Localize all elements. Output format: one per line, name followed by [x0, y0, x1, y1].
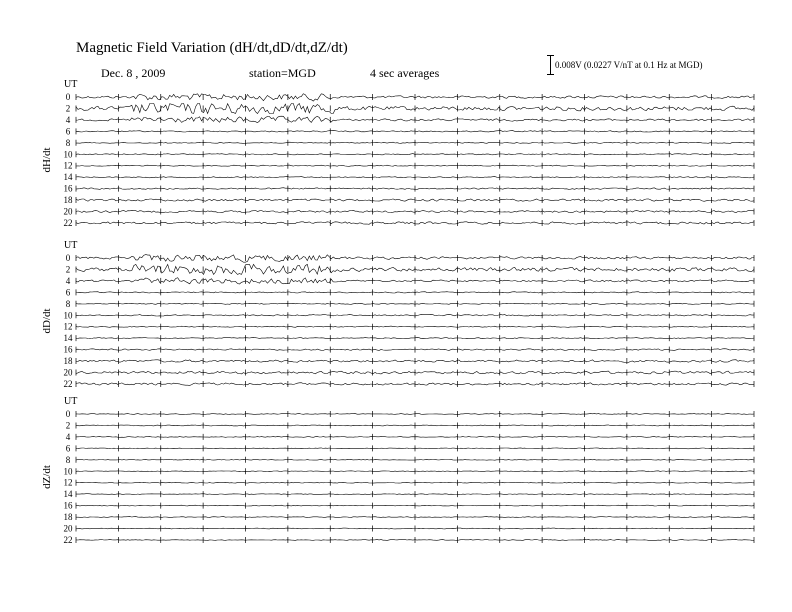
- row-label-16: 16: [63, 183, 73, 194]
- row-label-6: 6: [65, 443, 71, 454]
- averages-label: 4 sec averages: [370, 66, 440, 80]
- row-label-4: 4: [65, 431, 71, 442]
- row-label-14: 14: [63, 172, 73, 183]
- row-label-22: 22: [63, 378, 73, 389]
- row-label-8: 8: [65, 137, 71, 148]
- row-label-12: 12: [63, 160, 73, 171]
- row-label-14: 14: [63, 489, 73, 500]
- row-label-18: 18: [63, 356, 73, 367]
- trace-line: [76, 528, 754, 529]
- ut-axis-label: UT: [64, 240, 78, 251]
- row-label-22: 22: [63, 217, 73, 228]
- row-label-0: 0: [65, 409, 71, 419]
- ut-axis-label: UT: [64, 396, 78, 407]
- row-label-0: 0: [65, 92, 71, 102]
- row-label-16: 16: [63, 500, 73, 511]
- row-label-20: 20: [63, 523, 73, 534]
- row-label-14: 14: [63, 333, 73, 344]
- row-label-8: 8: [65, 298, 71, 309]
- row-label-16: 16: [63, 344, 73, 355]
- page-title: Magnetic Field Variation (dH/dt,dD/dt,dZ/dt): [76, 40, 348, 56]
- row-label-2: 2: [65, 420, 71, 431]
- row-label-12: 12: [63, 477, 73, 488]
- scale-label: 0.008V (0.0227 V/nT at 0.1 Hz at MGD): [555, 60, 703, 70]
- row-label-10: 10: [63, 149, 73, 160]
- date-label: Dec. 8 , 2009: [101, 66, 166, 80]
- row-label-20: 20: [63, 367, 73, 378]
- row-label-18: 18: [63, 195, 73, 206]
- row-label-10: 10: [63, 466, 73, 477]
- panel-dH-dt: [41, 79, 754, 228]
- row-label-2: 2: [65, 264, 71, 275]
- row-label-8: 8: [65, 454, 71, 465]
- ut-axis-label: UT: [64, 79, 78, 90]
- row-label-0: 0: [65, 253, 71, 263]
- row-label-6: 6: [65, 287, 71, 298]
- panel-ylabel: dD/dt: [41, 308, 53, 334]
- row-label-6: 6: [65, 126, 71, 137]
- panel-ylabel: dZ/dt: [41, 465, 53, 489]
- row-label-2: 2: [65, 103, 71, 114]
- station-label: station=MGD: [249, 66, 316, 80]
- panel-dZ-dt: [41, 396, 754, 545]
- row-label-4: 4: [65, 114, 71, 125]
- row-label-10: 10: [63, 310, 73, 321]
- panel-dD-dt: [41, 240, 754, 389]
- row-label-20: 20: [63, 206, 73, 217]
- row-label-18: 18: [63, 512, 73, 523]
- panel-ylabel: dH/dt: [41, 147, 53, 173]
- row-label-22: 22: [63, 534, 73, 545]
- trace-line: [76, 471, 754, 472]
- row-label-12: 12: [63, 321, 73, 332]
- row-label-4: 4: [65, 275, 71, 286]
